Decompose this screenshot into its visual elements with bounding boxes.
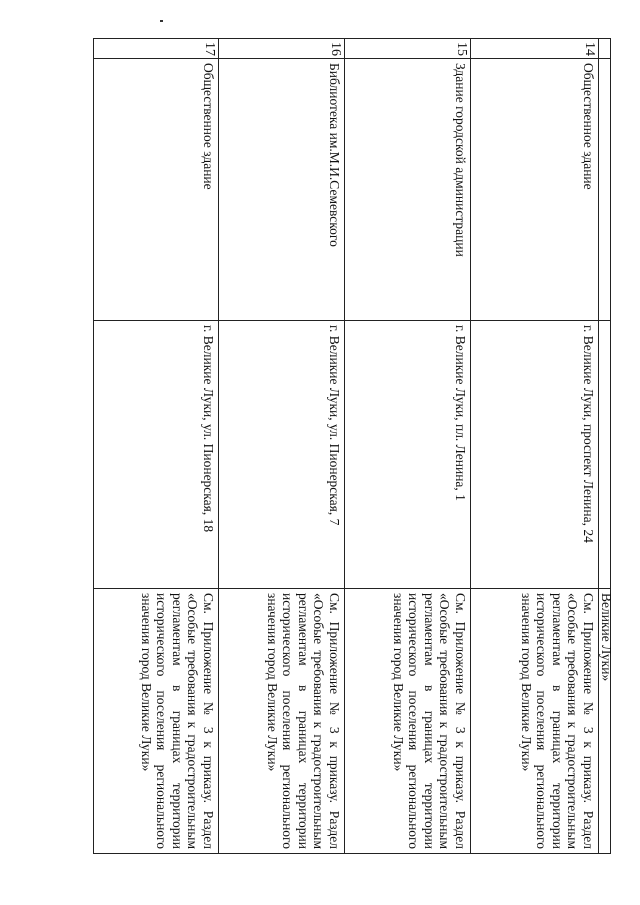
requirements-cell [345, 589, 471, 854]
table-row [94, 39, 219, 854]
address-cell: г. Великие Луки, проспект Ленина, 24 [471, 321, 599, 589]
rotated-table-container [98, 38, 614, 853]
object-name-cell [599, 59, 611, 321]
address-cell: г. Великие Луки, ул. Пионерская, 7 [219, 321, 345, 589]
object-name-cell: Общественное здание [471, 59, 599, 321]
requirements-text: См. Приложение № 3 к приказу. Раздел «Особые требования к градостроительным регламентам в границах территории исторического поселения регионального значения город Великие Луки» [265, 593, 342, 849]
requirements-text: См. Приложение № 3 к приказу. Раздел «Особые требования к градостроительным регламентам в границах территории исторического поселения регионального значения город Великие Луки» [391, 593, 468, 849]
requirements-cell [599, 589, 614, 854]
requirements-cell [471, 589, 599, 854]
object-name-cell: Здание городской администрации [345, 59, 471, 321]
row-number-cell: 15 [345, 39, 471, 59]
table-row [345, 39, 471, 854]
requirements-text: См. Приложение № 3 к приказу. Раздел «Особые требования к градостроительным регламентам в границах территории исторического поселения регионального значения город Великие Луки» [519, 593, 596, 849]
monuments-table [93, 38, 614, 854]
object-name-cell: Библиотека им.М.И.Семевского [219, 59, 345, 321]
row-number-cell: 14 [471, 39, 599, 59]
requirements-text: Великие Луки» [599, 593, 614, 682]
object-name-cell: Общественное здание [94, 59, 219, 321]
address-cell: г. Великие Луки, пл. Ленина, 1 [345, 321, 471, 589]
row-number-cell: 17 [94, 39, 219, 59]
row-number-cell [599, 39, 611, 59]
requirements-cell [219, 589, 345, 854]
scan-speck [160, 20, 163, 22]
requirements-cell [94, 589, 219, 854]
address-cell [599, 321, 611, 589]
address-cell: г. Великие Луки, ул. Пионерская, 18 [94, 321, 219, 589]
requirements-text: См. Приложение № 3 к приказу. Раздел «Особые требования к градостроительным регламентам в границах территории исторического поселения регионального значения город Великие Луки» [139, 593, 216, 849]
table-row-continued [599, 39, 611, 854]
table-row [219, 39, 345, 854]
table-row [471, 39, 599, 854]
row-number-cell: 16 [219, 39, 345, 59]
